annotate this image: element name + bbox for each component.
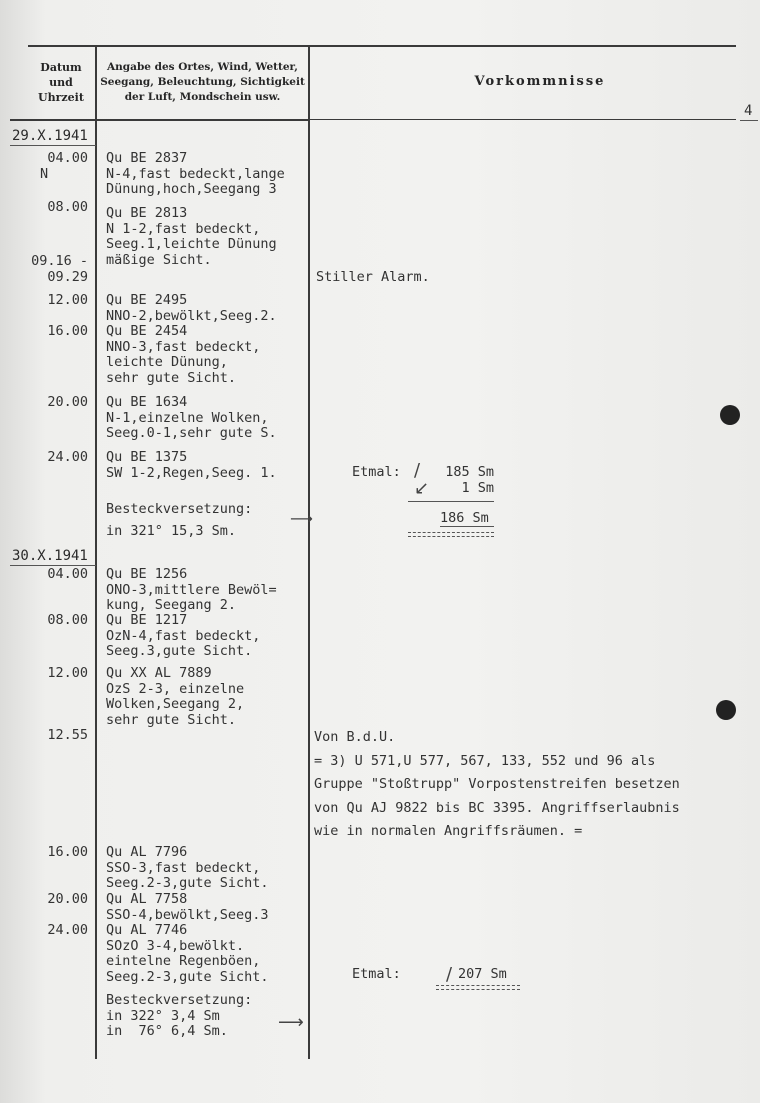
day-1-besteck: Besteckversetzung: in 321° 15,3 Sm.: [106, 501, 253, 539]
header-bottom-rule: [10, 119, 310, 121]
day-2-date: 30.X.1941: [12, 548, 88, 564]
day-1-event-alarm: Stiller Alarm.: [316, 269, 430, 285]
day-2-pos-04: Qu BE 1256 ONO-3,mittlere Bewöl= kung, Seegang 2.: [106, 566, 277, 614]
day-2-etmal-label: Etmal:: [352, 966, 401, 982]
day-2-time-12: 12.00: [47, 665, 88, 681]
day-1-pos-16: Qu BE 2454 NNO-3,fast bedeckt, leichte Dünung, sehr gute Sicht.: [106, 323, 261, 386]
day-2-pos-16: Qu AL 7796 SSO-3,fast bedeckt, Seeg.2-3,gute Sicht.: [106, 844, 269, 892]
day-1-time-12: 12.00: [47, 292, 88, 308]
day-1-etmal-total-underline: [440, 526, 494, 527]
page-number: 4: [744, 103, 753, 119]
page-number-underline: [740, 120, 758, 121]
day-1-etmal-label: Etmal:: [352, 464, 401, 480]
day-1-time-16: 16.00: [47, 323, 88, 339]
day-2-time-24: 24.00: [47, 922, 88, 938]
header-location-line-2: Seegang, Beleuchtung, Sichtigkeit: [100, 76, 305, 88]
day-2-arrow-mark: ⟶: [278, 1012, 304, 1033]
header-bottom-rule-right: [310, 119, 736, 120]
day-1-etmal-pencil-mark: / ↙: [414, 460, 430, 499]
header-location-weather: [97, 60, 308, 105]
day-2-event-bdu: Von B.d.U. = 3) U 571,U 577, 567, 133, 552 und 96 als Gruppe "Stoßtrupp" Vorpostenstreifen besetzen von Qu AJ 9822 bis BC 3395. Angriffserlaubnis wie in normalen Angriffsräumen. =: [314, 729, 680, 839]
day-2-pos-20: Qu AL 7758 SSO-4,bewölkt,Seeg.3: [106, 891, 269, 923]
day-1-etmal-total: 186 Sm: [440, 510, 489, 526]
column-divider-2: [308, 47, 310, 1059]
day-1-etmal-sum-line: [408, 501, 494, 502]
day-1-time-08: 08.00: [47, 199, 88, 215]
header-events: Vorkommnisse: [474, 74, 606, 89]
day-2-time-16: 16.00: [47, 844, 88, 860]
day-1-etmal-double-line: [408, 532, 494, 537]
day-1-etmal-values: 185 Sm 1 Sm: [445, 464, 494, 496]
day-1-date-underline: [10, 145, 96, 146]
header-date-line-3: Uhrzeit: [38, 91, 84, 104]
day-1-time-0916: 09.16 - 09.29: [31, 253, 88, 285]
day-2-time-20: 20.00: [47, 891, 88, 907]
day-2-etmal-value: 207 Sm: [458, 966, 507, 982]
day-1-time-04: 04.00 N: [40, 150, 88, 182]
day-1-pos-08: Qu BE 2813 N 1-2,fast bedeckt, Seeg.1,leichte Dünung mäßige Sicht.: [106, 205, 277, 268]
binder-hole-upper: [720, 405, 740, 425]
day-1-pos-20: Qu BE 1634 N-1,einzelne Wolken, Seeg.0-1,sehr gute S.: [106, 394, 277, 442]
day-1-time-24: 24.00: [47, 449, 88, 465]
header-location-line-3: der Luft, Mondschein usw.: [124, 91, 281, 103]
day-1-time-20: 20.00: [47, 394, 88, 410]
header-date-line-2: und: [49, 76, 73, 89]
header-date-line-1: Datum: [40, 61, 82, 74]
day-2-pos-24: Qu AL 7746 SOzO 3-4,bewölkt. eintelne Regenböen, Seeg.2-3,gute Sicht.: [106, 922, 269, 985]
day-2-etmal-double-line: [436, 985, 520, 990]
day-2-pos-12: Qu XX AL 7889 OzS 2-3, einzelne Wolken,Seegang 2, sehr gute Sicht.: [106, 665, 245, 728]
header-top-rule: [28, 45, 736, 47]
day-1-pos-04: Qu BE 2837 N-4,fast bedeckt,lange Dünung,hoch,Seegang 3: [106, 150, 285, 198]
day-2-time-1255: 12.55: [47, 727, 88, 743]
day-2-besteck: Besteckversetzung: in 322° 3,4 Sm in 76° 6,4 Sm.: [106, 992, 253, 1040]
day-2-etmal-pencil-mark: /: [446, 964, 453, 985]
header-date-time: [28, 60, 94, 105]
day-1-pos-12: Qu BE 2495 NNO-2,bewölkt,Seeg.2.: [106, 292, 277, 324]
day-1-pos-24: Qu BE 1375 SW 1-2,Regen,Seeg. 1.: [106, 449, 277, 481]
header-location-line-1: Angabe des Ortes, Wind, Wetter,: [107, 61, 298, 73]
day-1-arrow-mark: ⟶: [290, 509, 313, 528]
column-divider-1: [95, 47, 97, 1059]
day-2-pos-08: Qu BE 1217 OzN-4,fast bedeckt, Seeg.3,gute Sicht.: [106, 612, 261, 660]
day-1-date: 29.X.1941: [12, 128, 88, 144]
day-2-time-08: 08.00: [47, 612, 88, 628]
binder-hole-lower: [716, 700, 736, 720]
day-2-time-04: 04.00: [47, 566, 88, 582]
